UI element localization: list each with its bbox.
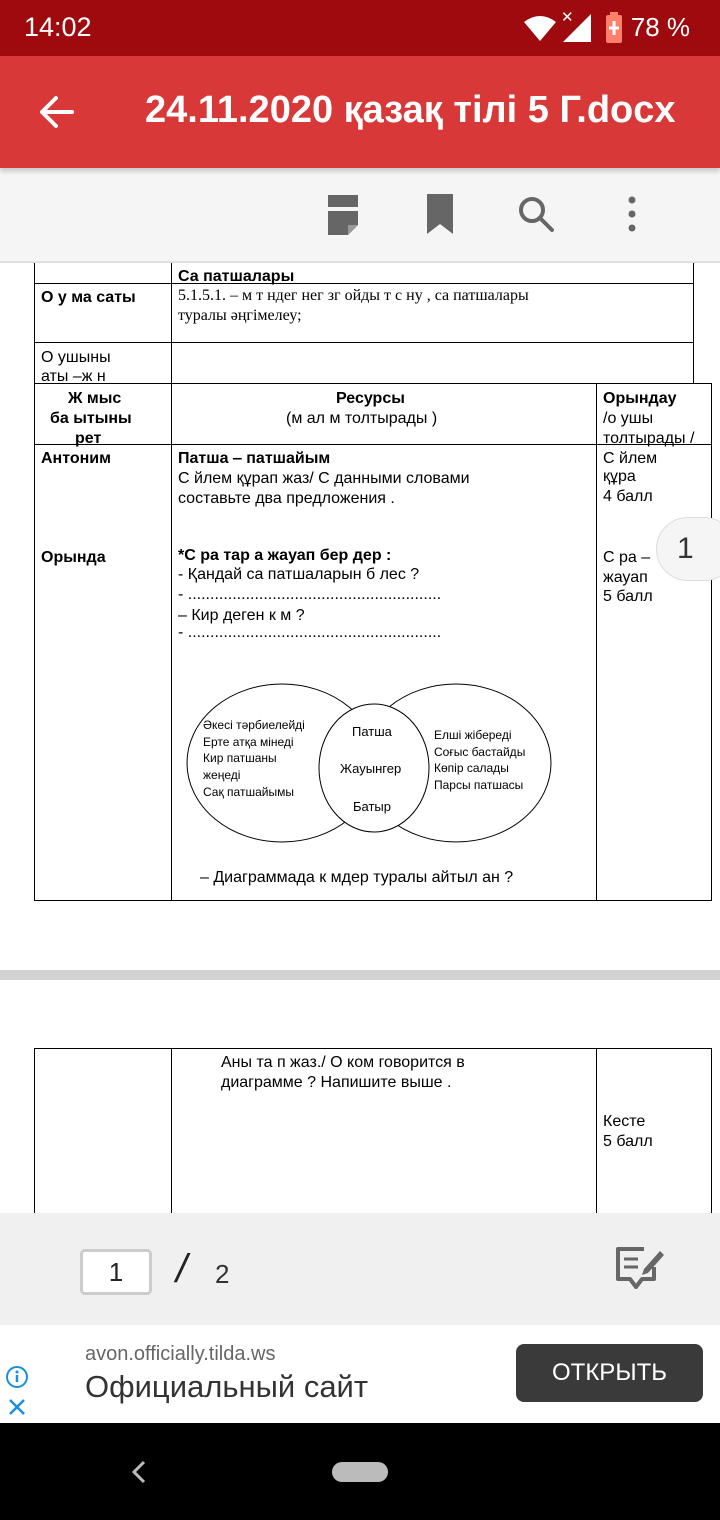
venn-left-item: жеңеді [203,768,241,782]
header-col2-line2: (м ал м толтырады ) [286,410,438,427]
task2-question-2: ‒ Кир деген к м ? [178,607,305,624]
status-time: 14:02 [24,12,92,42]
venn-right-item: Соғыс бастайды [434,745,526,759]
page-separator: / [176,1247,188,1291]
search-icon[interactable] [517,195,555,233]
task2-question-1: - Қандай са патшаларын б лес ? [178,566,420,583]
nav-back-icon[interactable] [130,1460,148,1484]
task2-answer-line-1: - ......................................................... [178,586,442,603]
venn-left-item: Сақ патшайымы [203,785,294,799]
viewer-toolbar [0,168,720,263]
header-col1-line2: ба ытыны [50,410,132,427]
document-viewer[interactable] [0,263,720,1213]
task1-score-3: 4 балл [603,488,653,505]
system-navigation-bar [0,1423,720,1520]
edit-note-icon[interactable] [614,1245,666,1289]
venn-center-item: Жауынгер [340,761,402,776]
more-vertical-icon[interactable] [626,196,638,232]
nav-home-pill[interactable] [332,1462,388,1482]
status-bar [0,0,720,56]
bookmark-icon[interactable] [425,194,455,234]
venn-left-item: Кир патшаны [203,751,277,765]
top-row-text: Са патшалары [178,268,295,285]
student-name-label-2: аты ‒ж н [41,368,106,385]
task2-label: Орында [41,549,106,566]
venn-left-item: Ерте атқа мінеді [203,735,294,749]
battery-icon [605,12,623,44]
venn-center-item: Патша [352,724,392,739]
task1-heading: Патша ‒ патшайым [178,450,331,467]
student-name-label-1: О ушыны [41,349,111,366]
header-col3-line2: /о ушы [603,410,654,427]
document-title: 24.11.2020 қазақ тілі 5 Г.docx [145,89,676,131]
signal-icon [563,14,591,42]
task1-label: Антоним [41,450,111,467]
task1-line2: составьте два предложения . [178,490,395,507]
objective-label: О у ма саты [41,289,136,306]
task2-score-1: С ра ‒ [603,549,651,566]
close-icon[interactable] [7,1397,27,1417]
task2-heading: *С ра тар а жауап бер дер : [178,547,392,564]
document-icon[interactable] [326,195,362,235]
task2-score-3: 5 балл [603,588,653,605]
ad-banner[interactable] [0,1325,720,1423]
ad-open-button[interactable]: ОТКРЫТЬ [516,1344,703,1402]
arrow-left-icon[interactable] [36,94,76,130]
venn-right-item: Парсы патшасы [434,778,524,792]
venn-left-item: Әкесі тәрбиелейді [203,718,305,732]
header-col1-line3: рет [75,430,102,447]
page2-score-1: Кесте [603,1113,646,1130]
battery-percent: 78 % [630,12,690,42]
document-page-1 [0,263,720,970]
task2-score-2: жауап [603,569,648,586]
page-total: 2 [215,1259,230,1289]
task1-line1: С йлем құрап жаз/ С данными словами [178,470,470,487]
page-number-input[interactable]: 1 [80,1249,152,1295]
header-col3-line3: толтырады / [603,430,695,447]
venn-right-item: Көпір салады [434,761,509,775]
document-page-2 [0,980,720,1213]
page2-line-2: диаграмме ? Напишите выше . [221,1074,452,1091]
venn-right-item: Елші жібереді [434,728,512,742]
diagram-question: ‒ Диаграммада к мдер туралы айтыл ан ? [200,869,514,886]
page-navigation-bar [0,1213,720,1325]
page2-line-1: Аны та п жаз./ О ком говорится в [221,1054,465,1071]
task1-score-1: С йлем [603,450,658,467]
info-icon[interactable] [5,1365,29,1389]
header-col3-line1: Орындау [603,390,677,407]
page2-score-2: 5 балл [603,1133,653,1150]
header-col1-line1: Ж мыс [68,390,122,407]
venn-center-item: Батыр [353,799,392,814]
page-number-badge[interactable]: 1 [656,517,720,581]
ad-url: avon.officially.tilda.ws [85,1343,276,1365]
objective-text-2: туралы әңгімелеу; [178,307,302,324]
task1-score-2: құра [603,468,636,485]
header-col2-line1: Ресурсы [336,390,405,407]
signal-x-icon: ✕ [561,9,574,26]
app-bar [0,56,720,168]
ad-title: Официальный сайт [85,1369,369,1404]
task2-answer-line-2: - ......................................................... [178,624,442,641]
objective-text-1: 5.1.5.1. ‒ м т ндег нег зг ойды т с ну , са патшалары [178,287,529,304]
wifi-icon [524,14,556,42]
